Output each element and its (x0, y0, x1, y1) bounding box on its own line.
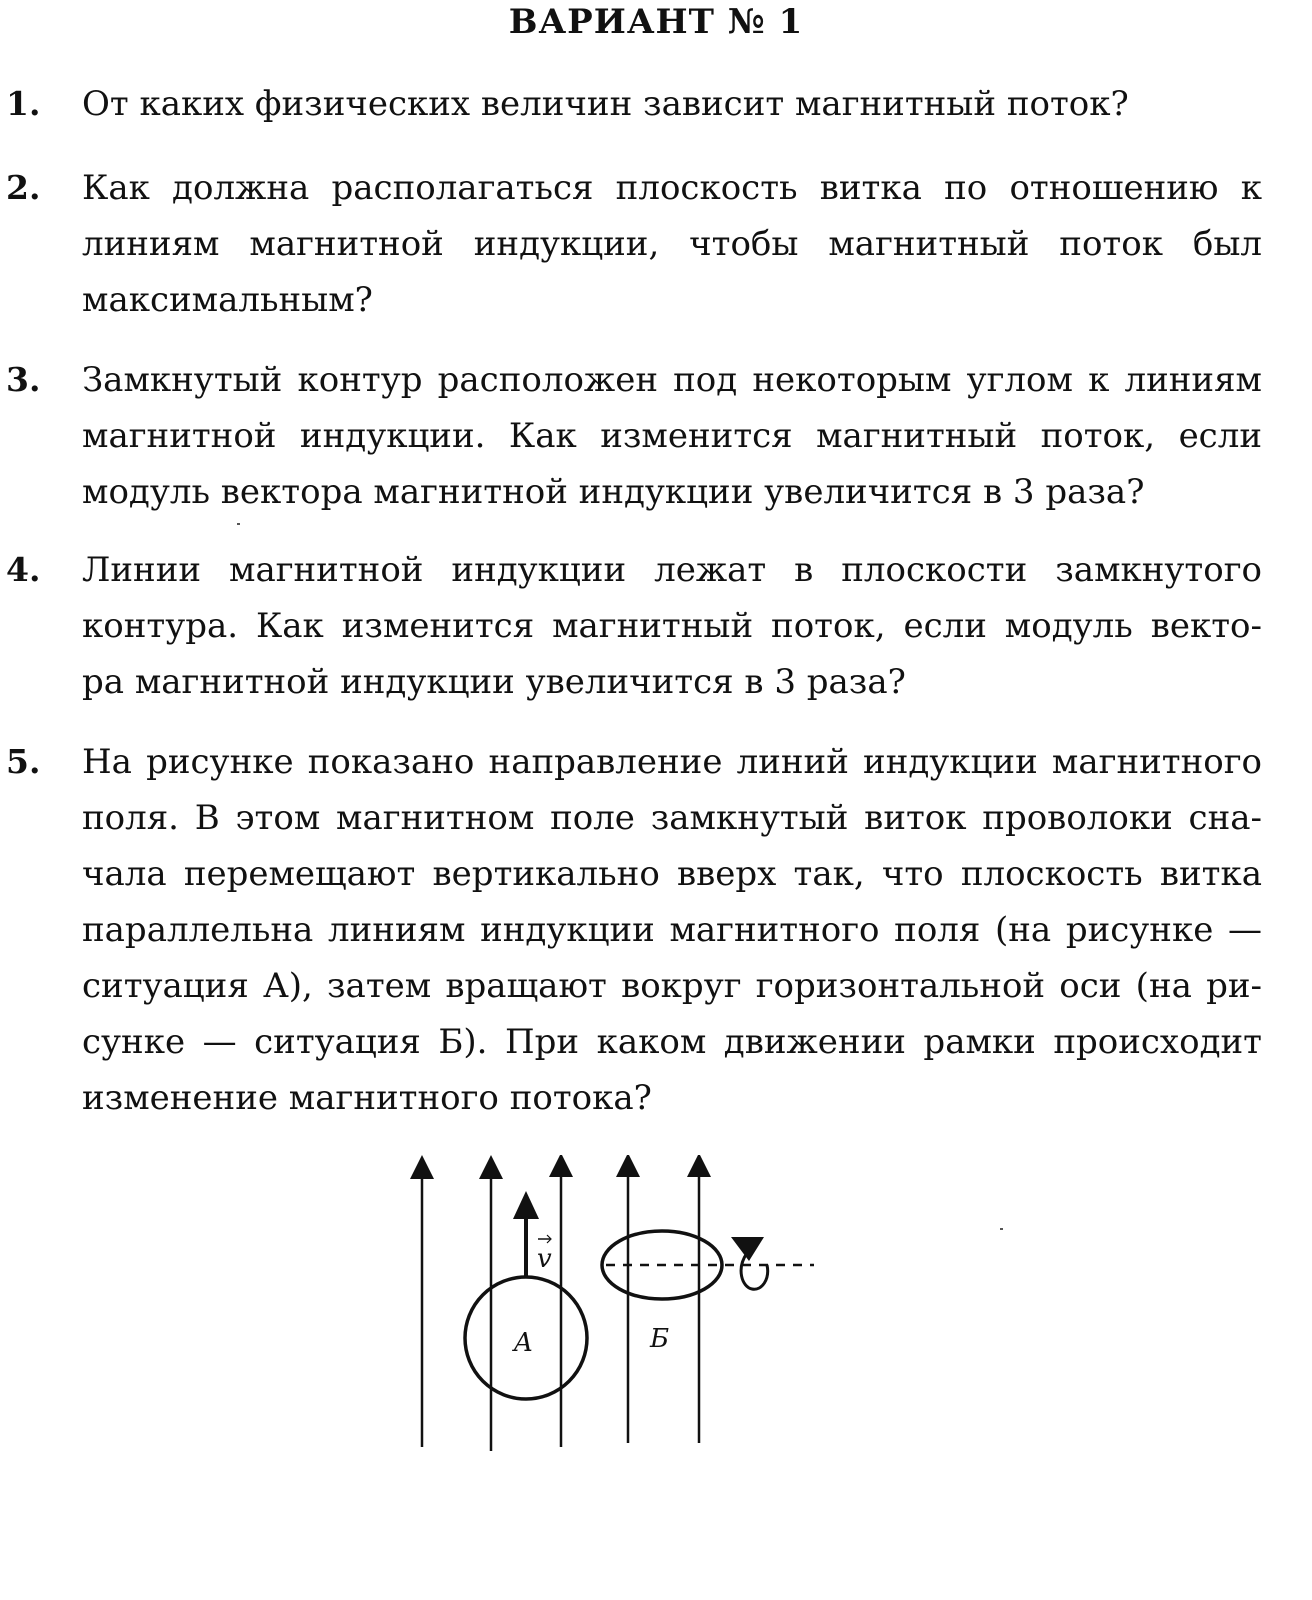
question-number: 2. (6, 168, 41, 207)
question-line: Замкнутый контур расположен под некоторым углом к линиям (82, 360, 1262, 400)
loop-situation-b (602, 1231, 814, 1354)
question-text (82, 352, 1262, 520)
label-situation-b: Б (650, 1324, 670, 1354)
rotation-arrow-icon (741, 1253, 768, 1289)
question-line: параллельна линиям индукции магнитного поля (на рисунке — (82, 910, 1262, 950)
question-line: максимальным? (82, 280, 373, 320)
question-number: 5. (6, 742, 41, 781)
up-arrow-icon (687, 1155, 711, 1177)
question-line: На рисунке показано направление линий индукции магнитного (82, 742, 1262, 782)
magnetic-field-figure (400, 1155, 840, 1465)
up-arrow-icon (410, 1155, 434, 1179)
scan-speck (237, 523, 240, 525)
question-line: модуль вектора магнитной индукции увеличится в 3 раза? (82, 472, 1145, 512)
page-title: ВАРИАНТ № 1 (508, 2, 804, 42)
up-arrow-icon (479, 1155, 503, 1179)
scan-speck (1000, 1228, 1003, 1230)
question-line: Линии магнитной индукции лежат в плоскости замкнутого (82, 550, 1262, 590)
question-text (82, 542, 1262, 710)
question-line: изменение магнитного потока? (82, 1078, 652, 1118)
question-line: поля. В этом магнитном поле замкнутый виток проволоки сна- (82, 798, 1262, 838)
question-line: ра магнитной индукции увеличится в 3 раза? (82, 662, 906, 702)
question-number: 4. (6, 550, 41, 589)
rotation-arrow-icon (731, 1237, 764, 1261)
loop-situation-a (465, 1191, 587, 1399)
velocity-arrow-icon (513, 1191, 539, 1219)
question-line: От каких физических величин зависит магнитный поток? (82, 84, 1129, 124)
question-line: линиям магнитной индукции, чтобы магнитный поток был (82, 224, 1262, 264)
figure-canvas (400, 1155, 840, 1465)
question-text (82, 734, 1262, 1126)
question-line: ситуация А), затем вращают вокруг горизонтальной оси (на ри- (82, 966, 1262, 1006)
velocity-label: v (537, 1244, 552, 1274)
label-situation-a: A (514, 1328, 533, 1358)
question-line: сунке — ситуация Б). При каком движении рамки происходит (82, 1022, 1262, 1062)
up-arrow-icon (549, 1155, 573, 1177)
question-number: 3. (6, 360, 41, 399)
question-line: Как должна располагаться плоскость витка по отношению к (82, 168, 1262, 208)
question-line: магнитной индукции. Как изменится магнитный поток, если (82, 416, 1262, 456)
up-arrow-icon (616, 1155, 640, 1177)
question-line: контура. Как изменится магнитный поток, если модуль векто- (82, 606, 1262, 646)
question-line: чала перемещают вертикально вверх так, что плоскость витка (82, 854, 1262, 894)
question-text (82, 160, 1262, 328)
question-number: 1. (6, 84, 41, 123)
question-text (82, 76, 1262, 132)
field-lines (410, 1155, 711, 1451)
